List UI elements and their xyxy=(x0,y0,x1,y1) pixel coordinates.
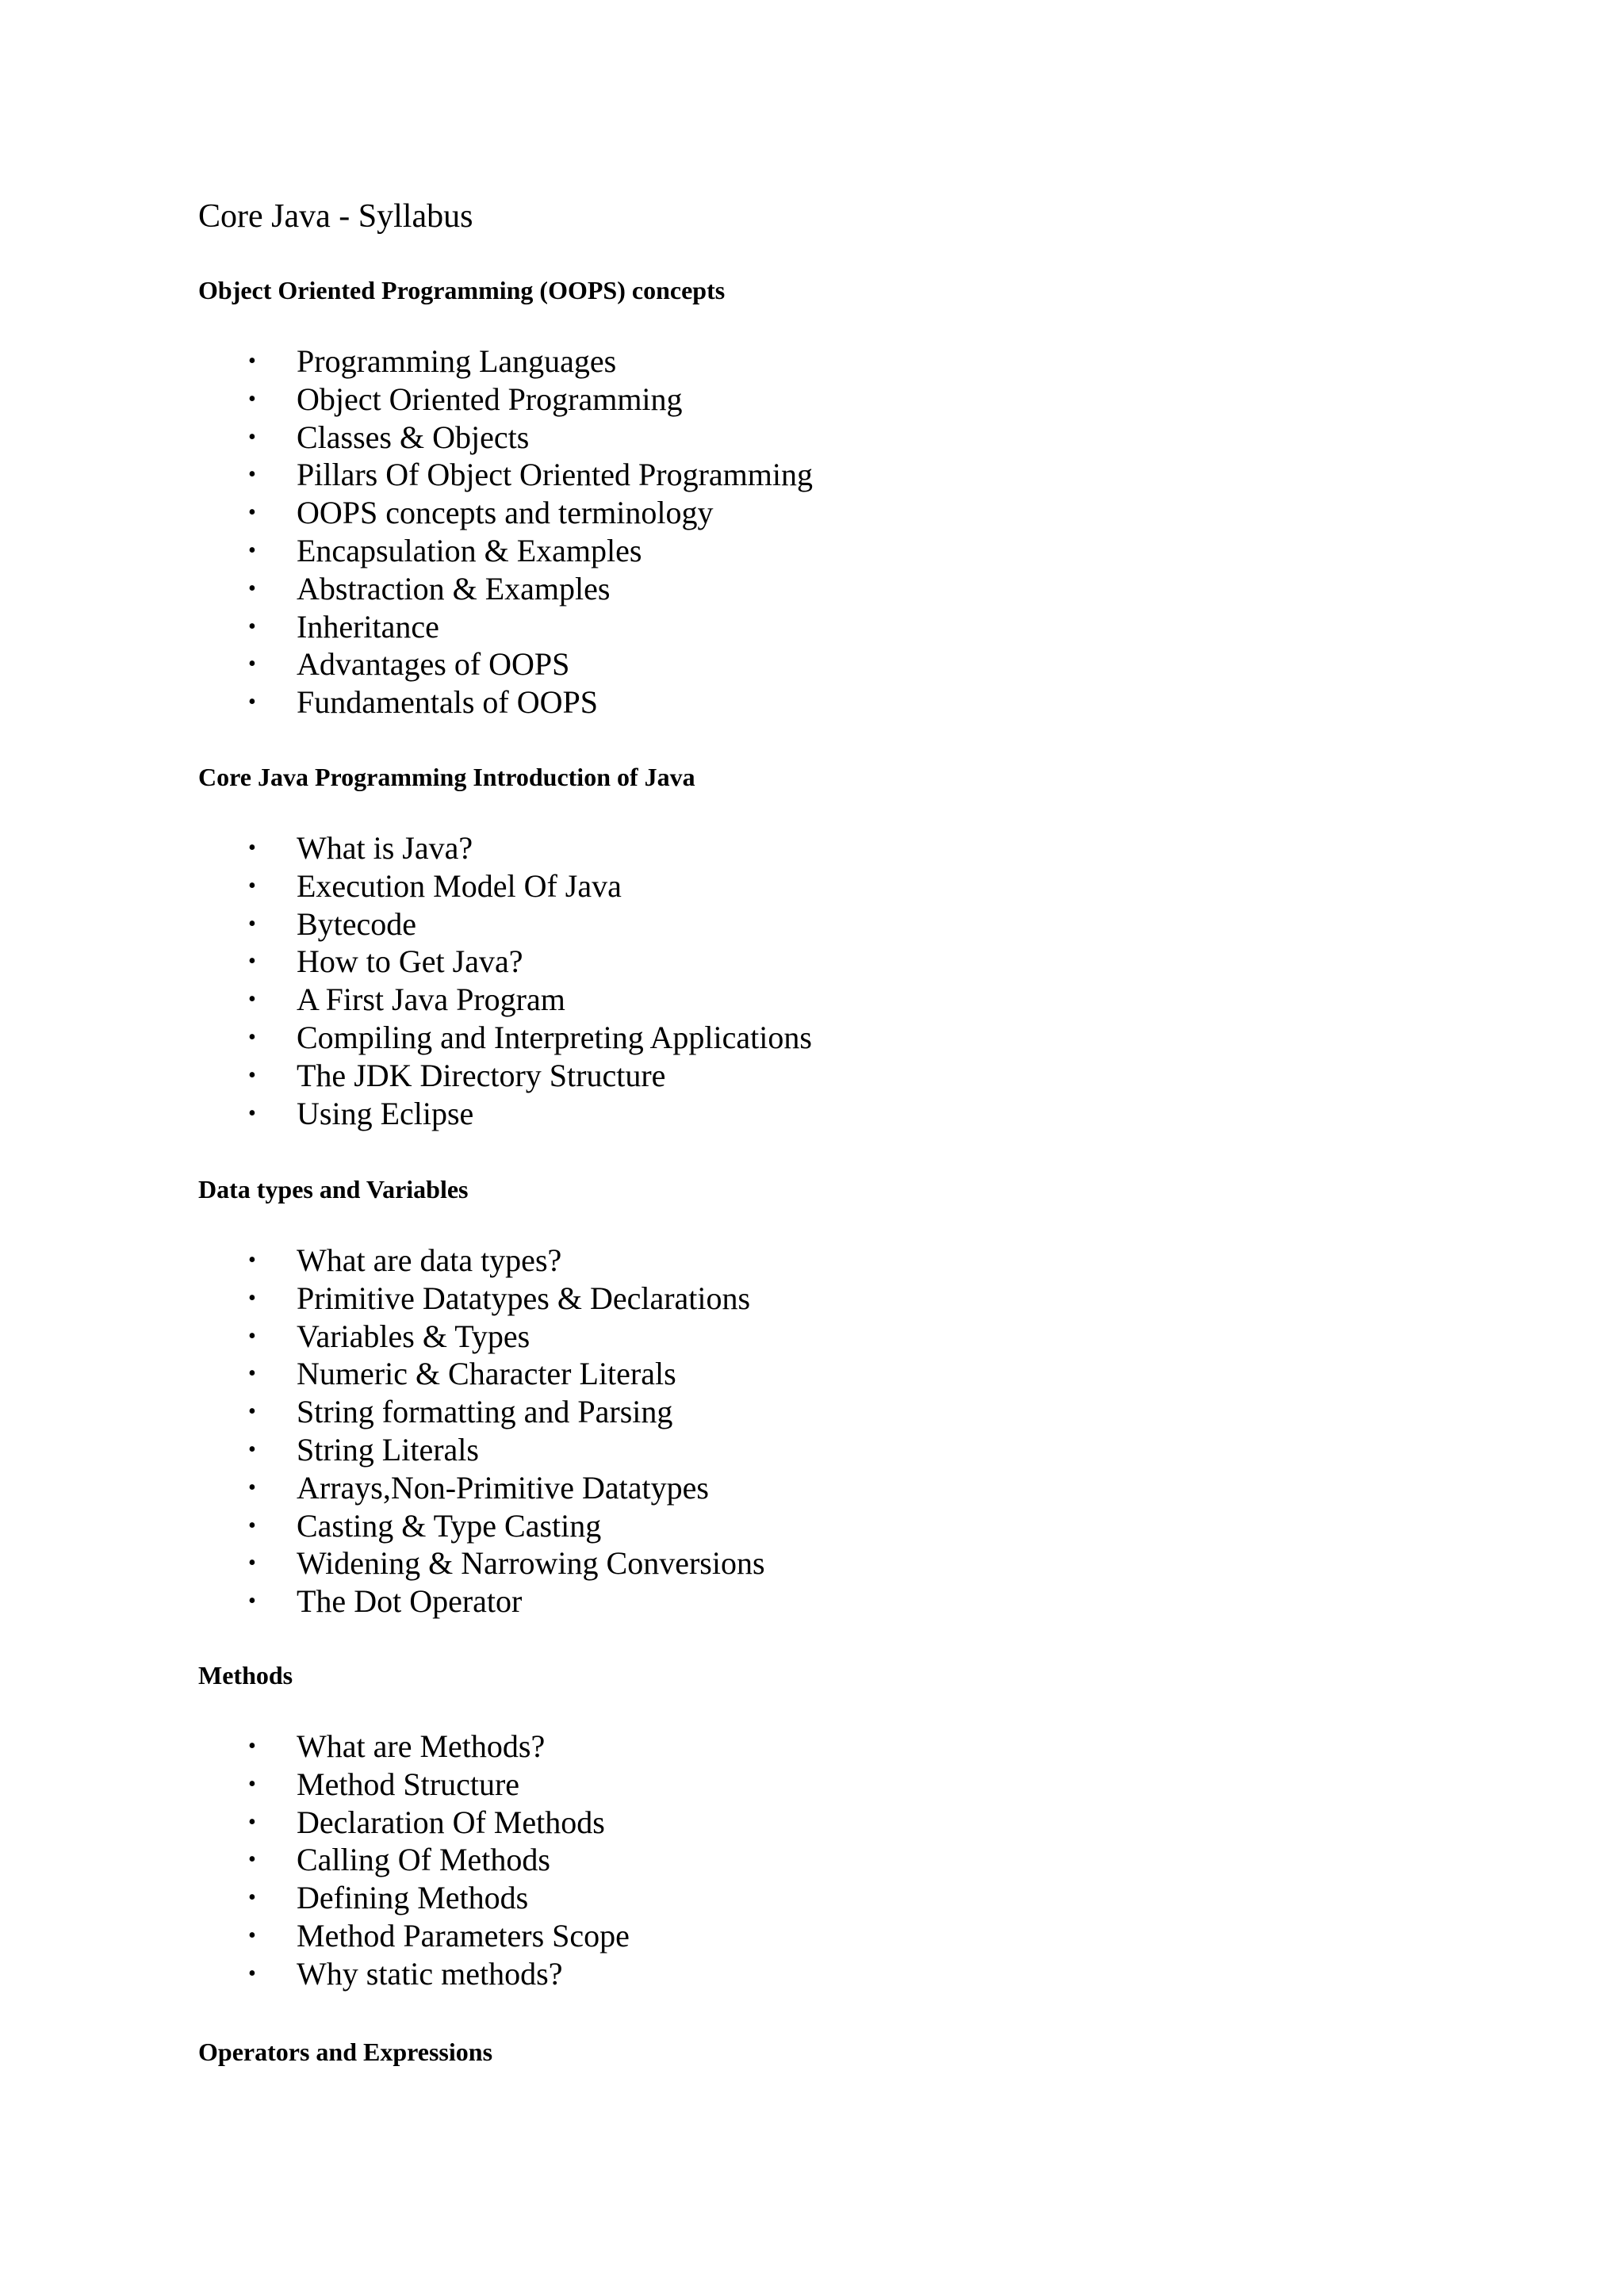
bullet-icon: • xyxy=(248,500,256,526)
bullet-icon: • xyxy=(248,349,256,373)
list-item-label: OOPS concepts and terminology xyxy=(297,495,714,531)
list-item-label: Declaration Of Methods xyxy=(297,1804,605,1840)
list-item-label: Primitive Datatypes & Declarations xyxy=(297,1280,751,1316)
list-item-label: The JDK Directory Structure xyxy=(297,1057,666,1093)
list-item-label: Abstraction & Examples xyxy=(297,570,611,607)
list-item-label: Compiling and Interpreting Applications xyxy=(297,1019,812,1055)
bullet-icon: • xyxy=(248,1361,256,1387)
bullet-icon: • xyxy=(248,1923,256,1948)
list-item-label: String formatting and Parsing xyxy=(297,1394,673,1430)
list-item-label: String Literals xyxy=(297,1431,479,1468)
bullet-icon: • xyxy=(248,1323,256,1349)
list-item-label: Why static methods? xyxy=(297,1955,563,1992)
bullet-icon: • xyxy=(248,1399,256,1425)
list-item-label: What are Methods? xyxy=(297,1728,546,1764)
list-item-label: Inheritance xyxy=(297,608,439,645)
list-item-label: Variables & Types xyxy=(297,1318,530,1354)
bullet-icon: • xyxy=(248,1734,256,1758)
bullet-icon: • xyxy=(248,1285,256,1311)
list-item-label: Arrays,Non-Primitive Datatypes xyxy=(297,1469,709,1506)
bullet-icon: • xyxy=(248,652,256,677)
bullet-icon: • xyxy=(248,1475,256,1500)
list-item-label: Classes & Objects xyxy=(297,419,530,455)
list-item-label: The Dot Operator xyxy=(297,1583,523,1620)
bullet-icon: • xyxy=(248,1771,256,1797)
section-heading: Data types and Variables xyxy=(198,1175,469,1203)
bullet-icon: • xyxy=(248,462,256,488)
section-heading: Operators and Expressions xyxy=(198,2038,493,2066)
list-item-label: Bytecode xyxy=(297,905,417,942)
bullet-icon: • xyxy=(248,1437,256,1462)
list-item-label: Method Structure xyxy=(297,1766,520,1802)
bullet-icon: • xyxy=(248,836,256,860)
list-item-label: How to Get Java? xyxy=(297,943,523,980)
list-item-label: Programming Languages xyxy=(297,343,617,379)
list-item-label: Method Parameters Scope xyxy=(297,1917,630,1954)
list-item-label: Using Eclipse xyxy=(297,1095,474,1131)
bullet-icon: • xyxy=(248,873,256,898)
bullet-icon: • xyxy=(248,690,256,715)
list-item-label: Object Oriented Programming xyxy=(297,381,683,417)
list-item-label: Defining Methods xyxy=(297,1880,529,1916)
bullet-icon: • xyxy=(248,1513,256,1538)
document-title: Core Java - Syllabus xyxy=(198,198,473,235)
bullet-icon: • xyxy=(248,538,256,563)
bullet-icon: • xyxy=(248,1589,256,1614)
list-item-label: Encapsulation & Examples xyxy=(297,532,642,568)
bullet-icon: • xyxy=(248,987,256,1012)
list-item-label: Advantages of OOPS xyxy=(297,646,570,683)
list-item-label: Calling Of Methods xyxy=(297,1842,550,1878)
bullet-icon: • xyxy=(248,911,256,936)
list-item-label: What is Java? xyxy=(297,830,473,866)
section-heading: Core Java Programming Introduction of Java xyxy=(198,763,695,791)
list-item-label: Widening & Narrowing Conversions xyxy=(297,1545,765,1582)
list-item-label: Pillars Of Object Oriented Programming xyxy=(297,457,813,493)
bullet-icon: • xyxy=(248,1551,256,1576)
bullet-icon: • xyxy=(248,614,256,639)
bullet-icon: • xyxy=(248,1062,256,1088)
list-item-label: A First Java Program xyxy=(297,982,565,1018)
bullet-icon: • xyxy=(248,1961,256,1986)
section-heading: Methods xyxy=(198,1661,293,1689)
list-item-label: Execution Model Of Java xyxy=(297,867,622,904)
bullet-icon: • xyxy=(248,1248,256,1272)
bullet-icon: • xyxy=(248,1100,256,1126)
bullet-icon: • xyxy=(248,576,256,601)
bullet-icon: • xyxy=(248,386,256,411)
list-item-label: Casting & Type Casting xyxy=(297,1507,602,1544)
list-item-label: What are data types? xyxy=(297,1242,562,1278)
bullet-icon: • xyxy=(248,1847,256,1873)
list-item-label: Fundamentals of OOPS xyxy=(297,684,598,721)
bullet-icon: • xyxy=(248,1885,256,1911)
list-item-label: Numeric & Character Literals xyxy=(297,1356,676,1392)
bullet-icon: • xyxy=(248,949,256,974)
bullet-icon: • xyxy=(248,1024,256,1050)
section-heading: Object Oriented Programming (OOPS) concepts xyxy=(198,276,726,304)
bullet-icon: • xyxy=(248,1809,256,1835)
bullet-icon: • xyxy=(248,424,256,450)
